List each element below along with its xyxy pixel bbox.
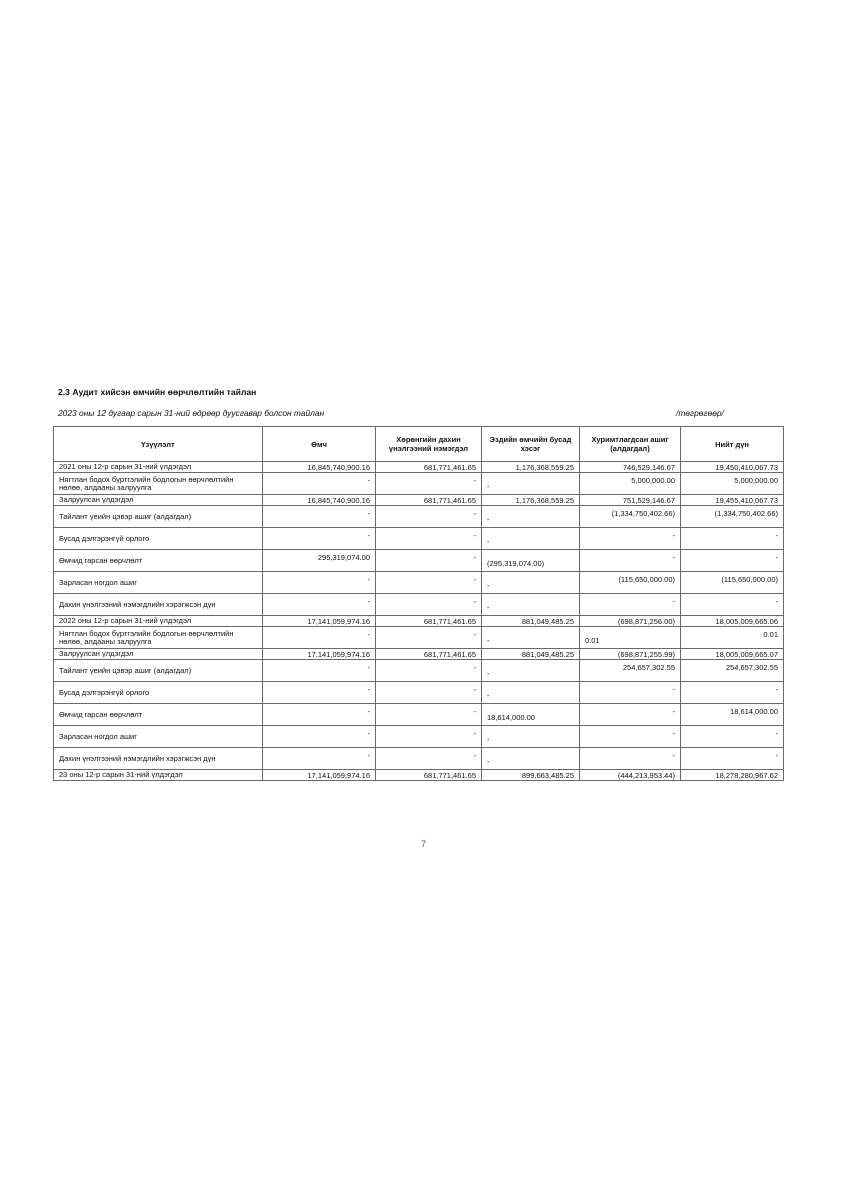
cell-c1 (263, 550, 376, 572)
cell-c5 (681, 473, 784, 495)
cell-value: - (487, 669, 490, 678)
cell-value: 18,614,000.00 (487, 713, 535, 722)
cell-value: 681,771,461.65 (423, 495, 476, 505)
cell-c1 (263, 528, 376, 550)
cell-value: - (487, 691, 490, 700)
cell-c2 (376, 506, 482, 528)
cell-value: 18,614,000.00 (730, 707, 778, 716)
cell-value: (698,871,256.00) (617, 616, 675, 626)
cell-c4 (580, 594, 681, 616)
cell-value: - (775, 531, 778, 540)
cell-value: - (473, 729, 476, 738)
cell-c5 (681, 627, 784, 649)
section-heading: 2.3 Аудит хийсэн өмчийн өөрчлөлтийн тайлан (58, 387, 257, 397)
cell-c2 (376, 649, 482, 660)
cell-value: 899,663,485.25 (521, 770, 574, 780)
cell-c3 (482, 572, 580, 594)
header-equity: Өмч (263, 427, 376, 462)
cell-c2 (376, 528, 482, 550)
cell-value: - (473, 553, 476, 562)
cell-c1 (263, 770, 376, 781)
table-row (54, 748, 784, 770)
cell-c2 (376, 462, 482, 473)
header-revaluation-surplus: Хөрөнгийн дахин үнэлгээний нэмэгдэл (376, 427, 482, 462)
cell-c5 (681, 572, 784, 594)
cell-c3 (482, 550, 580, 572)
cell-c4 (580, 682, 681, 704)
cell-c2 (376, 748, 482, 770)
cell-value: 0.01 (763, 630, 778, 639)
cell-c2 (376, 770, 482, 781)
cell-c3 (482, 506, 580, 528)
row-label: Бусад дэлгэрэнгүй орлого (54, 682, 263, 704)
cell-value: (295,319,074.00) (487, 559, 545, 568)
cell-c5 (681, 616, 784, 627)
cell-c1 (263, 462, 376, 473)
cell-c3 (482, 627, 580, 649)
cell-value: 254,657,302.55 (725, 663, 778, 672)
cell-value: 17,141,059,974.16 (307, 770, 370, 780)
row-label: Зарласан ногдол ашиг (54, 572, 263, 594)
cell-c4 (580, 649, 681, 660)
table-row (54, 649, 784, 660)
cell-c1 (263, 748, 376, 770)
cell-value: 0.01 (585, 636, 600, 645)
cell-value: - (367, 509, 370, 518)
cell-value: 17,141,059,974.16 (307, 616, 370, 626)
table-row (54, 682, 784, 704)
cell-c4 (580, 660, 681, 682)
cell-value: 16,845,740,900.16 (307, 462, 370, 472)
cell-value: - (672, 707, 675, 716)
cell-value: - (367, 729, 370, 738)
cell-c2 (376, 572, 482, 594)
row-label: 2022 оны 12-р сарын 31-ний үлдэгдэл (54, 616, 263, 627)
row-label: Тайлант үеийн цэвэр ашиг (алдагдал) (54, 506, 263, 528)
row-label: Дахин үнэлгээний нэмэгдлийн хэрэгжсэн дүн (54, 594, 263, 616)
cell-value: 254,657,302.55 (622, 663, 675, 672)
cell-c3 (482, 649, 580, 660)
cell-c2 (376, 594, 482, 616)
row-label: Зарласан ногдол ашиг (54, 726, 263, 748)
row-label: Дахин үнэлгээний нэмэгдлийн хэрэгжсэн дүн (54, 748, 263, 770)
cell-value: (444,213,953.44) (617, 770, 675, 780)
cell-c3 (482, 616, 580, 627)
cell-value: 18,005,009,665.06 (715, 616, 778, 626)
cell-value: 5,000,000.00 (734, 476, 778, 485)
cell-c5 (681, 528, 784, 550)
table-body (54, 462, 784, 781)
cell-value: 18,005,009,665.07 (715, 649, 778, 659)
cell-c3 (482, 462, 580, 473)
cell-value: - (487, 636, 490, 645)
table-row (54, 462, 784, 473)
cell-c4 (580, 627, 681, 649)
cell-value: - (367, 630, 370, 639)
cell-value: (1,334,750,402.66) (714, 509, 778, 518)
cell-c4 (580, 748, 681, 770)
cell-c5 (681, 704, 784, 726)
cell-c3 (482, 660, 580, 682)
cell-value: 1,176,368,559.25 (515, 462, 574, 472)
cell-c5 (681, 682, 784, 704)
table-row (54, 726, 784, 748)
cell-c5 (681, 495, 784, 506)
cell-value: (115,650,000.00) (721, 575, 778, 584)
cell-c4 (580, 495, 681, 506)
row-label: Өмчид гарсан өөрчлөлт (54, 550, 263, 572)
cell-c3 (482, 473, 580, 495)
row-label: Өмчид гарсан өөрчлөлт (54, 704, 263, 726)
cell-c2 (376, 726, 482, 748)
table-row (54, 572, 784, 594)
cell-value: 881,049,485.25 (521, 649, 574, 659)
cell-c5 (681, 748, 784, 770)
cell-value: - (473, 509, 476, 518)
cell-value: 1,176,368,559.25 (515, 495, 574, 505)
table-row (54, 473, 784, 495)
cell-c1 (263, 594, 376, 616)
cell-c4 (580, 704, 681, 726)
currency-unit: /төгрөгөөр/ (676, 408, 724, 418)
cell-value: 746,529,146.67 (622, 462, 675, 472)
row-label: Нягтлан бодох бүртгэлийн бодлогын өөрчлөлтийн нөлөө, алдааны залруулга (54, 473, 263, 495)
cell-c5 (681, 462, 784, 473)
cell-value: - (487, 515, 490, 524)
cell-c4 (580, 528, 681, 550)
cell-value: - (473, 630, 476, 639)
cell-value: - (473, 476, 476, 485)
cell-c5 (681, 649, 784, 660)
cell-value: - (775, 553, 778, 562)
cell-value: - (487, 735, 490, 744)
cell-c4 (580, 462, 681, 473)
cell-c4 (580, 473, 681, 495)
cell-c2 (376, 616, 482, 627)
table-row (54, 594, 784, 616)
table-row (54, 495, 784, 506)
cell-c1 (263, 649, 376, 660)
row-label: 23 оны 12-р сарын 31-ний үлдэгдэл (54, 770, 263, 781)
cell-value: - (473, 597, 476, 606)
report-subtitle: 2023 оны 12 дугаар сарын 31-ний өдрөөр дуусгавар болсон тайлан (58, 408, 325, 418)
cell-c4 (580, 616, 681, 627)
row-label: Залруулсан үлдэгдэл (54, 495, 263, 506)
cell-value: - (775, 597, 778, 606)
table-row (54, 770, 784, 781)
cell-c5 (681, 594, 784, 616)
cell-value: 5,000,000.00 (631, 476, 675, 485)
cell-value: - (473, 531, 476, 540)
cell-value: 681,771,461.65 (423, 649, 476, 659)
table-row (54, 506, 784, 528)
cell-value: 751,529,146.67 (622, 495, 675, 505)
cell-c3 (482, 594, 580, 616)
cell-c5 (681, 506, 784, 528)
cell-value: - (473, 575, 476, 584)
table-row (54, 627, 784, 649)
cell-value: - (473, 663, 476, 672)
row-label: Тайлант үеийн цэвэр ашиг (алдагдал) (54, 660, 263, 682)
header-retained-earnings: Хуримтлагдсан ашиг (алдагдал) (580, 427, 681, 462)
row-label: 2021 оны 12-р сарын 31-ний үлдэгдэл (54, 462, 263, 473)
cell-c2 (376, 660, 482, 682)
cell-value: - (487, 757, 490, 766)
table-header-row (54, 427, 784, 462)
cell-value: 295,319,074.00 (317, 553, 370, 562)
cell-value: 19,455,410,067.73 (715, 495, 778, 505)
cell-c3 (482, 495, 580, 506)
cell-value: 19,450,410,067.73 (715, 462, 778, 472)
cell-value: - (367, 663, 370, 672)
cell-value: 17,141,059,974.16 (307, 649, 370, 659)
cell-value: - (473, 707, 476, 716)
cell-value: 681,771,461.65 (423, 616, 476, 626)
header-indicator: Үзүүлэлт (54, 427, 263, 462)
cell-c3 (482, 748, 580, 770)
cell-c4 (580, 726, 681, 748)
cell-value: - (473, 751, 476, 760)
cell-value: - (672, 553, 675, 562)
cell-c4 (580, 506, 681, 528)
cell-value: - (672, 729, 675, 738)
cell-c3 (482, 682, 580, 704)
cell-value: 681,771,461.65 (423, 462, 476, 472)
cell-value: - (367, 597, 370, 606)
cell-c2 (376, 473, 482, 495)
cell-value: - (367, 685, 370, 694)
cell-c1 (263, 682, 376, 704)
cell-c4 (580, 770, 681, 781)
equity-changes-table (53, 426, 784, 781)
cell-value: - (487, 581, 490, 590)
cell-c2 (376, 704, 482, 726)
cell-value: - (672, 685, 675, 694)
cell-c1 (263, 572, 376, 594)
cell-value: - (775, 729, 778, 738)
row-label: Бусад дэлгэрэнгүй орлого (54, 528, 263, 550)
cell-c1 (263, 726, 376, 748)
table-row (54, 616, 784, 627)
cell-c2 (376, 682, 482, 704)
cell-value: 18,278,280,967.62 (715, 770, 778, 780)
cell-c2 (376, 627, 482, 649)
cell-value: 681,771,461.65 (423, 770, 476, 780)
cell-c2 (376, 495, 482, 506)
cell-value: - (775, 751, 778, 760)
cell-value: (1,334,750,402.66) (611, 509, 675, 518)
header-other-equity: Эздийн өмчийн бусад хэсэг (482, 427, 580, 462)
cell-value: 881,049,485.25 (521, 616, 574, 626)
table-row (54, 528, 784, 550)
cell-value: - (367, 575, 370, 584)
cell-c1 (263, 495, 376, 506)
cell-value: 16,845,740,900.16 (307, 495, 370, 505)
cell-c5 (681, 770, 784, 781)
cell-c3 (482, 726, 580, 748)
cell-value: - (367, 531, 370, 540)
cell-c1 (263, 473, 376, 495)
cell-c5 (681, 550, 784, 572)
header-total: Нийт дүн (681, 427, 784, 462)
cell-value: - (487, 482, 490, 491)
cell-value: - (367, 751, 370, 760)
cell-value: - (672, 751, 675, 760)
cell-value: - (367, 476, 370, 485)
cell-c5 (681, 660, 784, 682)
cell-c1 (263, 660, 376, 682)
page-number: 7 (421, 839, 427, 849)
cell-value: - (487, 603, 490, 612)
cell-c3 (482, 528, 580, 550)
cell-value: - (473, 685, 476, 694)
cell-c1 (263, 627, 376, 649)
cell-value: (115,650,000.00) (618, 575, 675, 584)
table-row (54, 550, 784, 572)
table-row (54, 660, 784, 682)
cell-c4 (580, 550, 681, 572)
cell-c3 (482, 704, 580, 726)
cell-c5 (681, 726, 784, 748)
cell-c1 (263, 704, 376, 726)
cell-c1 (263, 616, 376, 627)
row-label: Залруулсан үлдэгдэл (54, 649, 263, 660)
row-label: Нягтлан бодох бүртгэлийн бодлогын өөрчлөлтийн нөлөө, алдааны залруулга (54, 627, 263, 649)
cell-c3 (482, 770, 580, 781)
cell-value: - (672, 531, 675, 540)
cell-c4 (580, 572, 681, 594)
cell-value: - (367, 707, 370, 716)
cell-c1 (263, 506, 376, 528)
cell-value: - (775, 685, 778, 694)
cell-value: - (487, 537, 490, 546)
table-row (54, 704, 784, 726)
cell-value: (698,871,255.99) (617, 649, 675, 659)
cell-c2 (376, 550, 482, 572)
cell-value: - (672, 597, 675, 606)
